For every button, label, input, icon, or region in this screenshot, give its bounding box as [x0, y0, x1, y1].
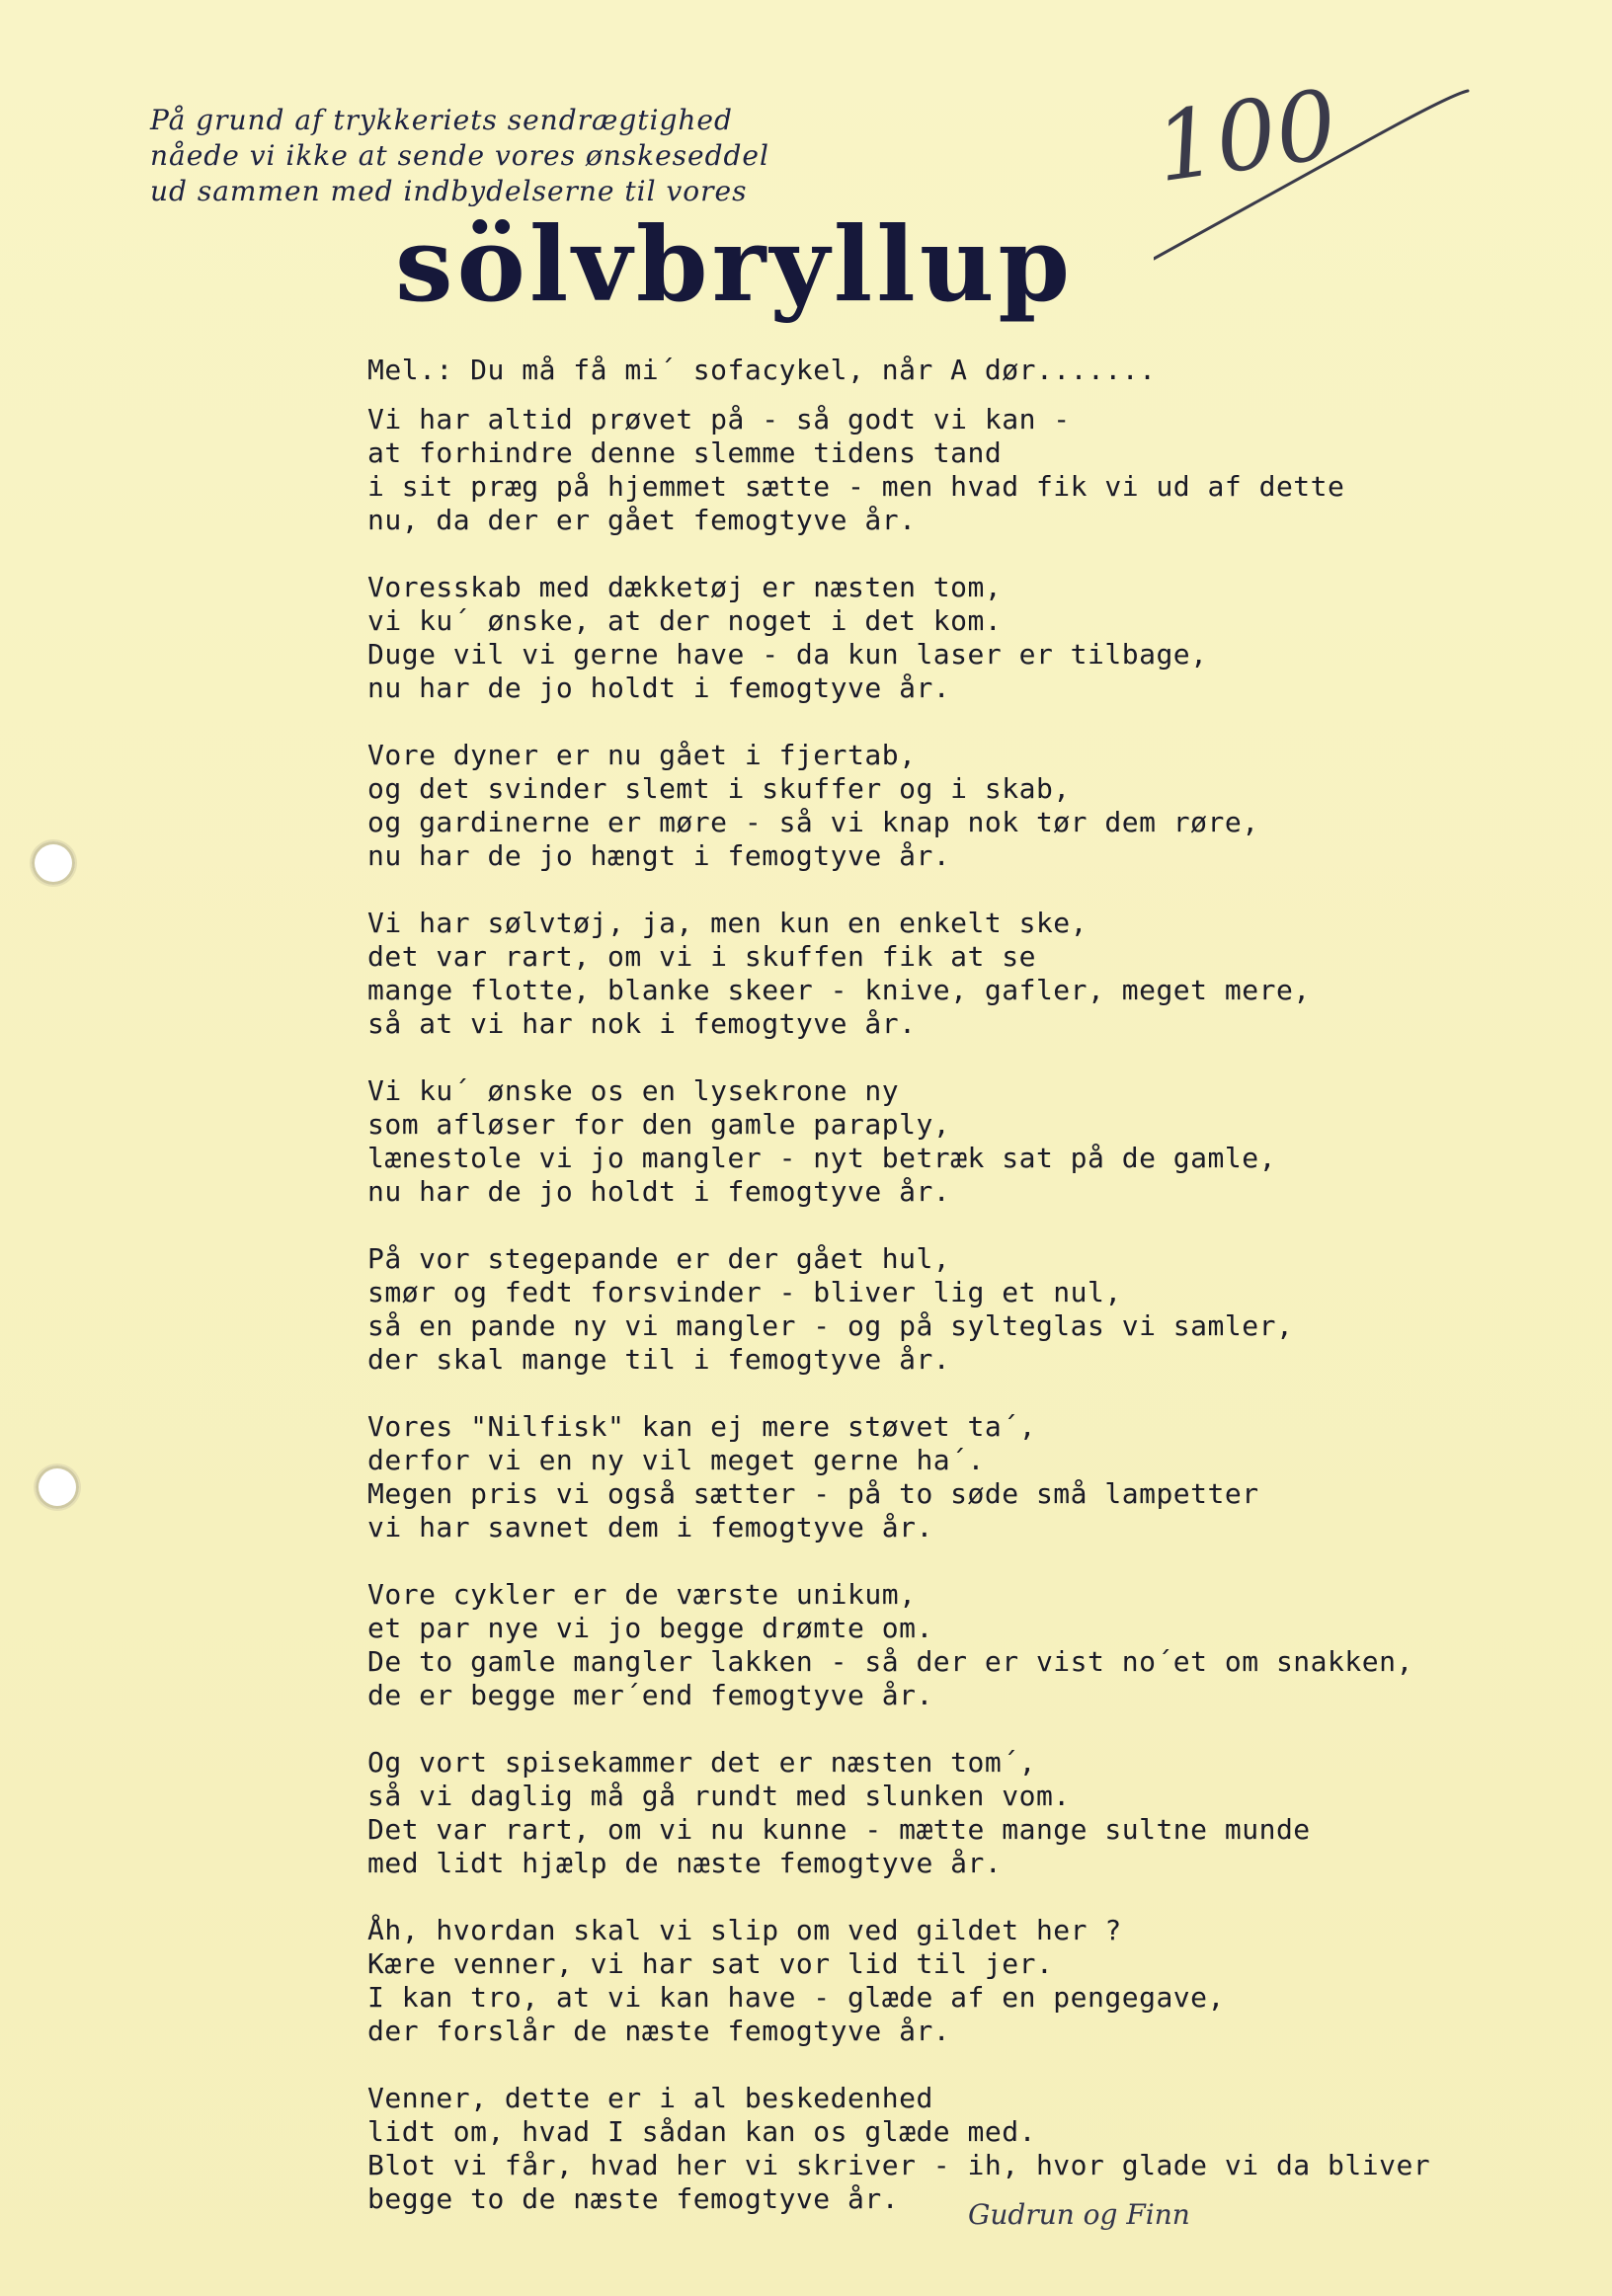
stanza: [367, 1578, 1414, 1712]
page-title: sölvbryllup: [395, 203, 1075, 325]
stanza-line: et par nye vi jo begge drømte om.: [367, 1612, 933, 1644]
signature: Gudrun og Finn: [968, 2198, 1190, 2231]
stanza-line: at forhindre denne slemme tidens tand: [367, 436, 1003, 469]
stanza-line: i sit præg på hjemmet sætte - men hvad fik vi ud af dette: [367, 470, 1345, 503]
melody-line: Mel.: Du må få mi´ sofacykel, når A dør.......: [367, 354, 1157, 386]
stanza: [367, 403, 1414, 537]
stanza-line: de er begge mer´end femogtyve år.: [367, 1679, 933, 1711]
stanza-line: Vi ku´ ønske os en lysekrone ny: [367, 1074, 900, 1107]
stanza-list: [367, 403, 1431, 2216]
stanza-line: begge to de næste femogtyve år.: [367, 2182, 900, 2215]
punch-hole: [36, 1465, 79, 1509]
stanza-line: så en pande ny vi mangler - og på sylteglas vi samler,: [367, 1309, 1294, 1342]
intro-note: [150, 103, 901, 209]
intro-line: ud sammen med indbydelserne til vores: [150, 175, 748, 207]
stanza: [367, 739, 1414, 873]
stanza-line: og gardinerne er møre - så vi knap nok tør dem røre,: [367, 806, 1259, 838]
stanza: [367, 2082, 1431, 2216]
stanza-line: Vi har altid prøvet på - så godt vi kan -: [367, 403, 1071, 435]
stanza: [367, 1242, 1414, 1377]
stanza-line: derfor vi en ny vil meget gerne ha´.: [367, 1444, 985, 1476]
intro-line: På grund af trykkeriets sendrægtighed: [150, 104, 733, 136]
stanza-line: der skal mange til i femogtyve år.: [367, 1343, 951, 1376]
stanza-line: nu har de jo hængt i femogtyve år.: [367, 839, 951, 872]
stanza-line: De to gamle mangler lakken - så der er vist no´et om snakken,: [367, 1645, 1413, 1678]
stanza-line: som afløser for den gamle paraply,: [367, 1108, 951, 1141]
intro-line: nåede vi ikke at sende vores ønskeseddel: [150, 139, 769, 172]
stanza-line: Duge vil vi gerne have - da kun laser er tilbage,: [367, 638, 1208, 671]
stanza: [367, 1914, 1414, 2048]
stanza-line: Åh, hvordan skal vi slip om ved gildet her ?: [367, 1914, 1122, 1946]
stanza: [367, 571, 1414, 705]
handwritten-stroke: [1154, 85, 1470, 273]
stanza-line: Blot vi får, hvad her vi skriver - ih, hvor glade vi da bliver: [367, 2149, 1431, 2181]
stanza-line: lidt om, hvad I sådan kan os glæde med.: [367, 2115, 1036, 2148]
stanza-line: På vor stegepande er der gået hul,: [367, 1242, 951, 1275]
stanza-line: Vore cykler er de værste unikum,: [367, 1578, 917, 1611]
stanza-line: vi ku´ ønske, at der noget i det kom.: [367, 604, 1003, 637]
song-text: [367, 354, 1431, 2250]
stanza: [367, 907, 1414, 1041]
stanza-line: nu, da der er gået femogtyve år.: [367, 504, 917, 536]
stanza-line: med lidt hjælp de næste femogtyve år.: [367, 1847, 1003, 1879]
stanza-line: smør og fedt forsvinder - bliver lig et nul,: [367, 1276, 1122, 1308]
stanza-line: Megen pris vi også sætter - på to søde små lampetter: [367, 1477, 1259, 1510]
stanza-line: I kan tro, at vi kan have - glæde af en pengegave,: [367, 1981, 1225, 2014]
stanza-line: lænestole vi jo mangler - nyt betræk sat på de gamle,: [367, 1142, 1276, 1174]
stanza-line: Det var rart, om vi nu kunne - mætte mange sultne munde: [367, 1813, 1311, 1846]
stanza-line: Vores "Nilfisk" kan ej mere støvet ta´,: [367, 1410, 1036, 1443]
stanza-line: Venner, dette er i al beskedenhed: [367, 2082, 933, 2114]
stanza-line: Og vort spisekammer det er næsten tom´,: [367, 1746, 1036, 1779]
punch-hole: [32, 841, 75, 885]
handwritten-number: 100: [1149, 68, 1344, 204]
stanza-line: Voresskab med dækketøj er næsten tom,: [367, 571, 1003, 603]
stanza-line: mange flotte, blanke skeer - knive, gafler, meget mere,: [367, 974, 1311, 1006]
stanza-line: Kære venner, vi har sat vor lid til jer.: [367, 1947, 1054, 1980]
stanza-line: så vi daglig må gå rundt med slunken vom.: [367, 1780, 1071, 1812]
stanza-line: vi har savnet dem i femogtyve år.: [367, 1511, 933, 1544]
stanza-line: Vi har sølvtøj, ja, men kun en enkelt ske,: [367, 907, 1088, 939]
stanza: [367, 1410, 1414, 1544]
stanza: [367, 1746, 1414, 1880]
stanza-line: der forslår de næste femogtyve år.: [367, 2015, 951, 2047]
stanza: [367, 1074, 1414, 1209]
stanza-line: nu har de jo holdt i femogtyve år.: [367, 672, 951, 704]
stanza-line: nu har de jo holdt i femogtyve år.: [367, 1175, 951, 1208]
stanza-line: Vore dyner er nu gået i fjertab,: [367, 739, 917, 771]
stanza-line: og det svinder slemt i skuffer og i skab,: [367, 772, 1071, 805]
stanza-line: så at vi har nok i femogtyve år.: [367, 1007, 917, 1040]
stanza-line: det var rart, om vi i skuffen fik at se: [367, 940, 1036, 973]
